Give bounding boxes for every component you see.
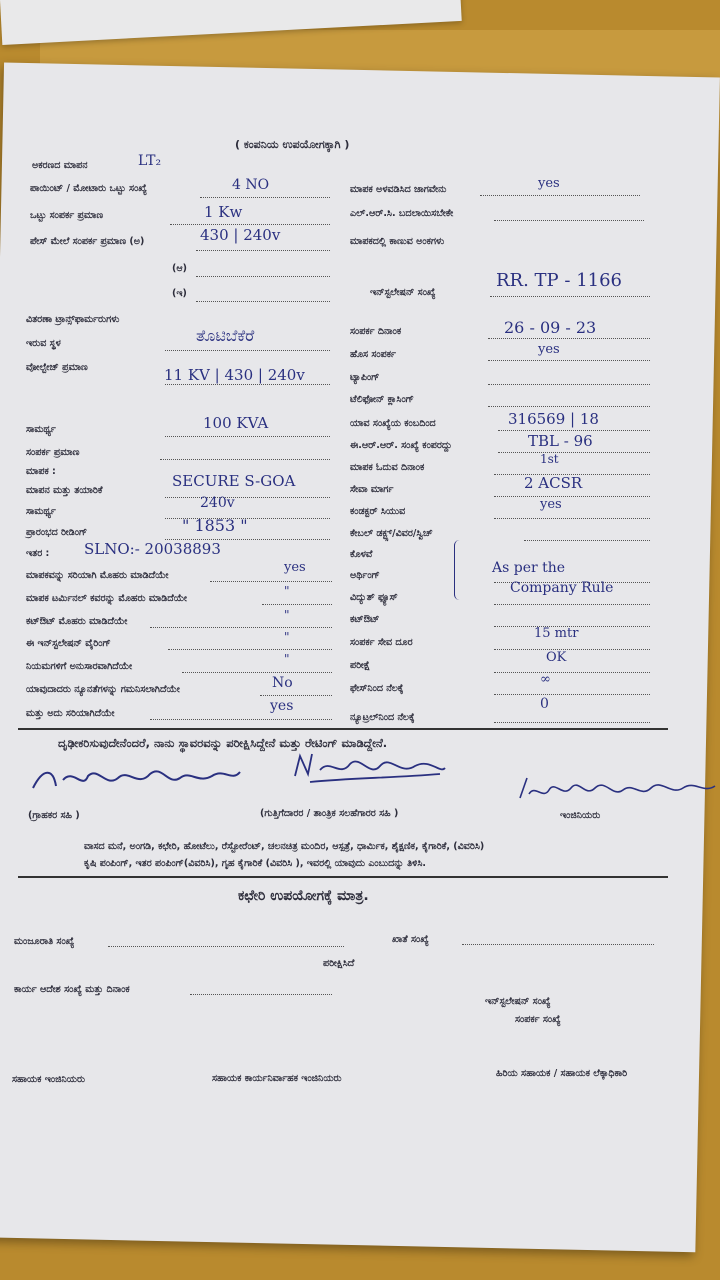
right-value: OK [546, 650, 567, 665]
fill-line [260, 695, 332, 696]
right-value: yes [540, 497, 562, 512]
check-value: " [284, 584, 290, 598]
check-label: ಮತ್ತು ಅದು ಸರಿಯಾಗಿದೆಯೇ [26, 708, 115, 719]
fill-line [196, 301, 330, 302]
right-value: RR. TP - 1166 [496, 270, 622, 291]
check-label: ನಿಯಮಗಳಿಗೆ ಅನುಸಾರವಾಗಿದೆಯೇ [26, 661, 133, 672]
left-label: ವೋಲ್ಟೇಜ್ ಪ್ರಮಾಣ [26, 362, 88, 373]
right-label: ಟೆಲಿಫೋನ್ ಕ್ಲಾಸಿಂಗ್ [350, 394, 414, 405]
divider [18, 876, 668, 878]
fill-line [494, 649, 650, 650]
fill-line [165, 350, 330, 351]
fill-line [488, 406, 650, 407]
fill-line [210, 581, 332, 582]
fill-line [200, 197, 330, 198]
right-label: ಯಾವ ಸಂಖ್ಯೆಯ ಕಂಬದಿಂದ [350, 418, 436, 429]
right-label: ಸಂಪರ್ಕ ಸೇವ ದೂರ [350, 637, 413, 648]
check-value: yes [284, 560, 306, 575]
fill-line [190, 994, 332, 995]
right-label: ಫೇಸ್‌ನಿಂದ ನೆಲಕ್ಕೆ [350, 683, 404, 694]
right-label: ಇನ್‌ಸ್ಟಲೇಷನ್ ಸಂಖ್ಯೆ [370, 287, 436, 298]
left-label: ಒಟ್ಟು ಸಂಪರ್ಕ ಪ್ರಮಾಣ [30, 210, 104, 221]
usage-note-line1: ವಾಸದ ಮನೆ, ಅಂಗಡಿ, ಕಛೇರಿ, ಹೋಟೆಲು, ರೆಸ್ಟೋರೆಂಟ್, ಚಲನಚಿತ್ರ ಮಂದಿರ, ಆಸ್ಪತ್ರೆ, ಧಾರ್ಮಿಕ, ಶೈಕ್ಷಣಿಕ, ಕೈಗಾರಿಕೆ, (ವಿವರಿಸಿ) [84, 841, 485, 852]
engineer-sign-label: ಇಂಜಿನಿಯರು [560, 810, 601, 821]
left-value: 1 Kw [204, 203, 243, 221]
left-label: ಸಂಪರ್ಕ ಪ್ರಮಾಣ [26, 447, 80, 458]
left-value: 240v [200, 495, 235, 511]
check-label: ಕಟ್‌ಔಟ್ ಮೊಹರು ಮಾಡಿದೆಯೇ [26, 616, 128, 627]
right-label: ಎಲ್.ಆರ್.ಸಿ. ಬದಲಾಯಿಸಬೇಕೇ [350, 208, 454, 219]
left-label: ಪಾಯಿಂಟ್ / ಮೋಟಾರು ಒಟ್ಟು ಸಂಖ್ಯೆ [30, 183, 147, 194]
right-label: ಸಂಪರ್ಕ ದಿನಾಂಕ [350, 326, 402, 337]
senior-assistant-label: ಹಿರಿಯ ಸಹಾಯಕ / ಸಹಾಯಕ ಲೆಕ್ಕಾಧಿಕಾರಿ [496, 1068, 628, 1079]
fill-line [498, 430, 650, 431]
right-value: yes [538, 176, 560, 191]
right-label: ಕಂಡಕ್ಟರ್ ಸಿಯುವ [350, 506, 406, 517]
right-value: Company Rule [510, 580, 614, 596]
fill-line [196, 276, 330, 277]
divider [18, 728, 668, 730]
right-value: ∞ [540, 672, 551, 687]
fill-line [494, 694, 650, 695]
right-value: As per the [492, 560, 566, 576]
left-value: LT₂ [138, 153, 162, 169]
right-label: ಕೇಬಲ್ ಡಕ್ಟ್ಸ್/ವಿವರ/ಸ್ವಿಚ್ [350, 528, 433, 539]
form-title: ( ಕಂಪನಿಯ ಉಪಯೋಗಕ್ಕಾಗಿ ) [235, 138, 350, 151]
assistant-exec-engineer-label: ಸಹಾಯಕ ಕಾರ್ಯನಿರ್ವಾಹಕ ಇಂಜಿನಿಯರು [212, 1073, 342, 1084]
left-label: (ಇ) [172, 288, 187, 299]
fill-line [168, 649, 332, 650]
right-label: ವಿದ್ಯುತ್ ಫ್ಯೂಸ್ [350, 592, 398, 603]
fill-line [488, 384, 650, 385]
left-label: ಇತರ : [26, 548, 50, 559]
engineer-signature [515, 770, 720, 810]
right-label: ಈ.ಆರ್.ಆರ್. ಸಂಖ್ಯೆ ಕಂಪರದ್ದು [350, 440, 452, 451]
customer-signature [28, 758, 258, 798]
left-label: (ಆ) [172, 263, 187, 274]
fill-line [165, 497, 330, 498]
fill-line [490, 296, 650, 297]
fill-line [494, 672, 650, 673]
right-label: ಪರೀಕ್ಷೆ [350, 660, 370, 671]
left-label: ಮಾಪಕ : [26, 466, 56, 477]
left-label: ಪ್ರಾರಂಭದ ರೀಡಿಂಗ್ [26, 527, 88, 538]
check-label: ಮಾಪಕವನ್ನು ಸರಿಯಾಗಿ ಮೊಹರು ಮಾಡಿದೆಯೇ [26, 570, 169, 581]
fill-line [494, 722, 650, 723]
right-value: 26 - 09 - 23 [504, 318, 597, 337]
right-label: ಕಟ್‌ಔಟ್ [350, 614, 380, 625]
sanction-no-label: ಮಂಜೂರಾತಿ ಸಂಖ್ಯೆ [14, 936, 75, 947]
left-value: 11 KV | 430 | 240v [164, 366, 305, 384]
fill-line [480, 195, 640, 196]
fill-line [488, 360, 650, 361]
fill-line [494, 496, 650, 497]
account-no-label: ಖಾತೆ ಸಂಖ್ಯೆ [392, 934, 429, 945]
fill-line [488, 338, 650, 339]
check-value: yes [270, 698, 294, 714]
left-label: ಸಾಮರ್ಥ್ಯ [26, 506, 56, 517]
fill-line [170, 224, 330, 225]
right-label: ಅರ್ಥಿಂಗ್ [350, 570, 380, 581]
right-value: 316569 | 18 [508, 410, 599, 428]
fill-line [165, 436, 330, 437]
check-label: ಮಾಪಕ ಟರ್ಮಿನಲ್ ಕವರನ್ನು ಮೊಹರು ಮಾಡಿದೆಯೇ [26, 593, 188, 604]
right-label: ಮಾಪಕ ಓದುವ ದಿನಾಂಕ [350, 462, 425, 473]
work-order-label: ಕಾರ್ಯ ಆದೇಶ ಸಂಖ್ಯೆ ಮತ್ತು ದಿನಾಂಕ [14, 984, 130, 995]
customer-sign-label: (ಗ್ರಾಹಕರ ಸಹಿ ) [28, 810, 80, 821]
left-value: 100 KVA [203, 414, 269, 432]
right-value: 2 ACSR [524, 474, 583, 492]
right-label: ಸೇವಾ ಮಾರ್ಗ [350, 484, 394, 495]
left-value: ತೊಟಿಬೆಕೆರೆ [196, 326, 255, 345]
right-label: ನ್ಯೂಟ್ರಲ್‌ನಿಂದ ನೆಲಕ್ಕೆ [350, 712, 415, 723]
fill-line [196, 250, 330, 251]
fill-line [494, 518, 650, 519]
usage-note-line2: ಕೃಷಿ ಪಂಪಿಂಗ್, ಇತರ ಪಂಪಿಂಗ್(ವಿವರಿಸಿ), ಗೃಹ ಕೈಗಾರಿಕೆ (ವಿವರಿಸಿ ), ಇವರಲ್ಲಿ ಯಾವುದು ಎಂಬುದನ್ನು ತಿಳಿಸಿ. [84, 858, 426, 869]
brace-mark [454, 540, 465, 600]
fill-line [494, 220, 644, 221]
left-value: SLNO:- 20038893 [84, 540, 221, 558]
check-value: " [284, 630, 290, 644]
right-value: 1st [540, 452, 559, 466]
right-value: yes [538, 342, 560, 357]
check-label: ಈ ಇನ್‌ಸ್ಟಲೇಷನ್ ವೈರಿಂಗ್ [26, 638, 111, 649]
right-label: ಕೊಳವೆ [350, 549, 373, 560]
installation-no-label: ಇನ್‌ಸ್ಟಲೇಷನ್ ಸಂಖ್ಯೆ [485, 996, 551, 1007]
left-value: 4 NO [232, 177, 270, 193]
fill-line [165, 384, 330, 385]
checked-label: ಪರೀಕ್ಷಿಸಿದೆ [323, 958, 355, 969]
contractor-signature [290, 748, 450, 788]
fill-line [524, 540, 650, 541]
right-label: ಹೊಸ ಸಂಪರ್ಕ [350, 349, 396, 360]
left-label: ಇರುವ ಸ್ಥಳ [26, 338, 61, 349]
right-label: ಮಾಪಕದಲ್ಲಿ ಕಾಣುವ ಅಂಕಗಳು [350, 236, 445, 247]
right-value: 15 mtr [534, 626, 579, 641]
left-label: ಮಾಪನ ಮತ್ತು ತಯಾರಿಕೆ [26, 485, 103, 496]
fill-line [150, 719, 332, 720]
right-value: 0 [540, 696, 549, 712]
contractor-sign-label: (ಗುತ್ತಿಗೆದಾರರ / ತಾಂತ್ರಿಕ ಸಲಹೆಗಾರರ ಸಹಿ ) [260, 808, 399, 819]
declaration: ದೃಢೀಕರಿಸುವುದೇನೆಂದರೆ, ನಾನು ಸ್ಥಾವರವನ್ನು ಪರೀಕ್ಷಿಸಿದ್ದೇನೆ ಮತ್ತು ರೇಟಿಂಗ್ ಮಾಡಿದ್ದೇನೆ. [58, 736, 388, 750]
fill-line [182, 672, 332, 673]
fill-line [150, 627, 332, 628]
check-value: " [284, 608, 290, 622]
right-value: TBL - 96 [528, 432, 593, 450]
assistant-engineer-label: ಸಹಾಯಕ ಇಂಜಿನಿಯರು [12, 1074, 86, 1085]
fill-line [160, 459, 330, 460]
fill-line [498, 452, 650, 453]
fill-line [108, 946, 344, 947]
left-label: ಪೇಸ್ ಮೇಲೆ ಸಂಪರ್ಕ ಪ್ರಮಾಣ (ಅ) [30, 236, 145, 247]
fill-line [462, 944, 654, 945]
connection-no-label: ಸಂಪರ್ಕ ಸಂಖ್ಯೆ [515, 1014, 561, 1025]
check-label: ಯಾವುದಾದರು ನ್ಯೂನತೆಗಳನ್ನು ಗಮನಿಸಲಾಗಿದೆಯೇ [26, 684, 180, 695]
left-label: ವಿತರಣಾ ಟ್ರಾನ್ಸ್‌ಫಾರ್ಮರುಗಳು [26, 314, 120, 325]
fill-line [494, 604, 650, 605]
left-value: SECURE S-GOA [172, 472, 296, 490]
check-value: " [284, 652, 290, 666]
left-value: " 1853 " [182, 516, 248, 535]
left-label: ಅಕರಣದ ಮಾಪನ [32, 160, 88, 171]
fill-line [262, 604, 332, 605]
office-title: ಕಛೇರಿ ಉಪಯೋಗಕ್ಕೆ ಮಾತ್ರ. [238, 888, 369, 904]
right-label: ಟ್ಯಾಪಿಂಗ್ [350, 372, 380, 383]
check-value: No [272, 675, 293, 691]
left-label: ಸಾಮರ್ಥ್ಯ [26, 424, 56, 435]
left-value: 430 | 240v [200, 226, 281, 244]
right-label: ಮಾಪಕ ಅಳವಡಿಸಿದ ಜಾಗವೇನು [350, 184, 447, 195]
